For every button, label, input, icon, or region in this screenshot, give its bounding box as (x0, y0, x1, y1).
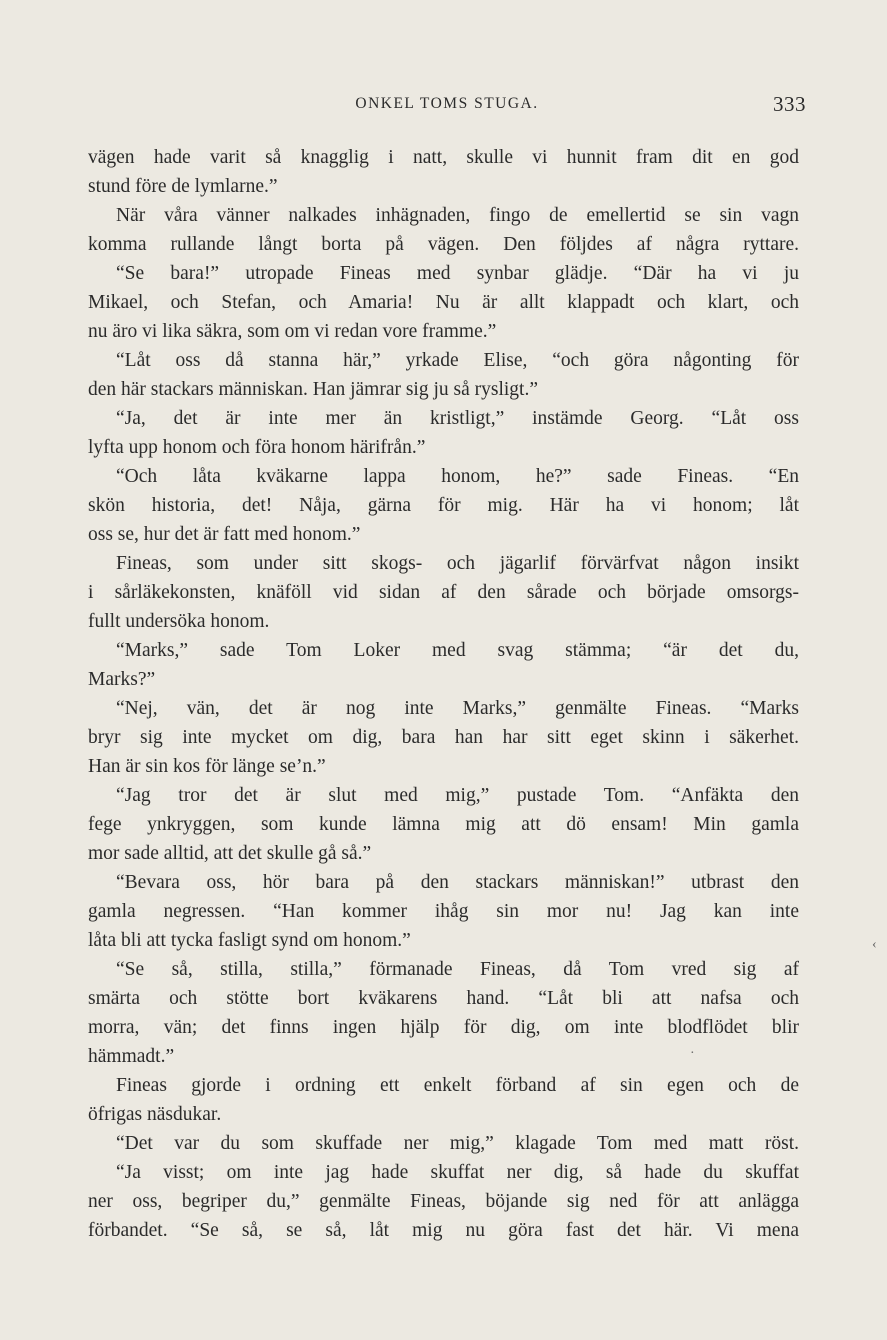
text-line: bryr sig inte mycket om dig, bara han har sitt eget skinn i säkerhet. (88, 727, 799, 748)
text-line: komma rullande långt borta på vägen. Den följdes af några ryttare. (88, 234, 799, 255)
text-line: När våra vänner nalkades inhägnaden, fingo de emellertid se sin vagn (116, 205, 799, 226)
text-line: Fineas, som under sitt skogs- och jägarlif förvärfvat någon insikt (116, 553, 799, 574)
text-line: vägen hade varit så knagglig i natt, skulle vi hunnit fram dit en god (88, 147, 799, 168)
text-line: “Se så, stilla, stilla,” förmanade Fineas, då Tom vred sig af (116, 959, 799, 980)
text-line: “Ja visst; om inte jag hade skuffat ner dig, så hade du skuffat (116, 1162, 799, 1183)
text-line: “Se bara!” utropade Fineas med synbar glädje. “Där ha vi ju (116, 263, 799, 284)
text-line: smärta och stötte bort kväkarens hand. “Låt bli att nafsa och (88, 988, 799, 1009)
margin-mark: ‹ (872, 937, 877, 952)
text-line: förbandet. “Se så, se så, låt mig nu göra fast det här. Vi mena (88, 1220, 799, 1241)
text-line: “Ja, det är inte mer än kristligt,” instämde Georg. “Låt oss (116, 408, 799, 429)
text-line: “Marks,” sade Tom Loker med svag stämma; “är det du, (116, 640, 799, 661)
running-head (88, 93, 806, 119)
text-line: gamla negressen. “Han kommer ihåg sin mor nu! Jag kan inte (88, 901, 799, 922)
text-line: ner oss, begriper du,” genmälte Fineas, böjande sig ned för att anlägga (88, 1191, 799, 1212)
page-number: 333 (773, 92, 806, 116)
text-line: “Jag tror det är slut med mig,” pustade Tom. “Anfäkta den (116, 785, 799, 806)
running-title: ONKEL TOMS STUGA. (355, 95, 539, 112)
text-line: “Nej, vän, det är nog inte Marks,” genmälte Fineas. “Marks (116, 698, 799, 719)
text-line: fege ynkryggen, som kunde lämna mig att dö ensam! Min gamla (88, 814, 799, 835)
text-line: Mikael, och Stefan, och Amaria! Nu är allt klappadt och klart, och (88, 292, 799, 313)
text-line: fullt undersöka honom. (88, 611, 270, 632)
text-line: Marks?” (88, 669, 156, 690)
text-line: i sårläkekonsten, knäföll vid sidan af den sårade och började omsorgs- (88, 582, 799, 603)
text-line: skön historia, det! Nåja, gärna för mig. Här ha vi honom; låt (88, 495, 799, 516)
text-line: Fineas gjorde i ordning ett enkelt förband af sin egen och de (116, 1075, 799, 1096)
text-line: lyfta upp honom och föra honom härifrån.” (88, 437, 426, 458)
text-line: “Bevara oss, hör bara på den stackars människan!” utbrast den (116, 872, 799, 893)
text-line: Han är sin kos för länge se’n.” (88, 756, 326, 777)
margin-dot: · (690, 1046, 695, 1061)
text-line: morra, vän; det finns ingen hjälp för dig, om inte blodflödet blir (88, 1017, 799, 1038)
text-line: “Det var du som skuffade ner mig,” klagade Tom med matt röst. (116, 1133, 799, 1154)
text-line: oss se, hur det är fatt med honom.” (88, 524, 361, 545)
text-line: den här stackars människan. Han jämrar sig ju så rysligt.” (88, 379, 538, 400)
text-line: mor sade alltid, att det skulle gå så.” (88, 843, 372, 864)
text-line: “Låt oss då stanna här,” yrkade Elise, “och göra någonting för (116, 350, 799, 371)
text-line: stund före de lymlarne.” (88, 176, 278, 197)
text-line: öfrigas näsdukar. (88, 1104, 222, 1125)
text-line: låta bli att tycka fasligt synd om honom.” (88, 930, 411, 951)
body-text (88, 143, 799, 1245)
text-line: “Och låta kväkarne lappa honom, he?” sade Fineas. “En (116, 466, 799, 487)
text-line: hämmadt.” (88, 1046, 175, 1067)
text-line: nu äro vi lika säkra, som om vi redan vore framme.” (88, 321, 497, 342)
